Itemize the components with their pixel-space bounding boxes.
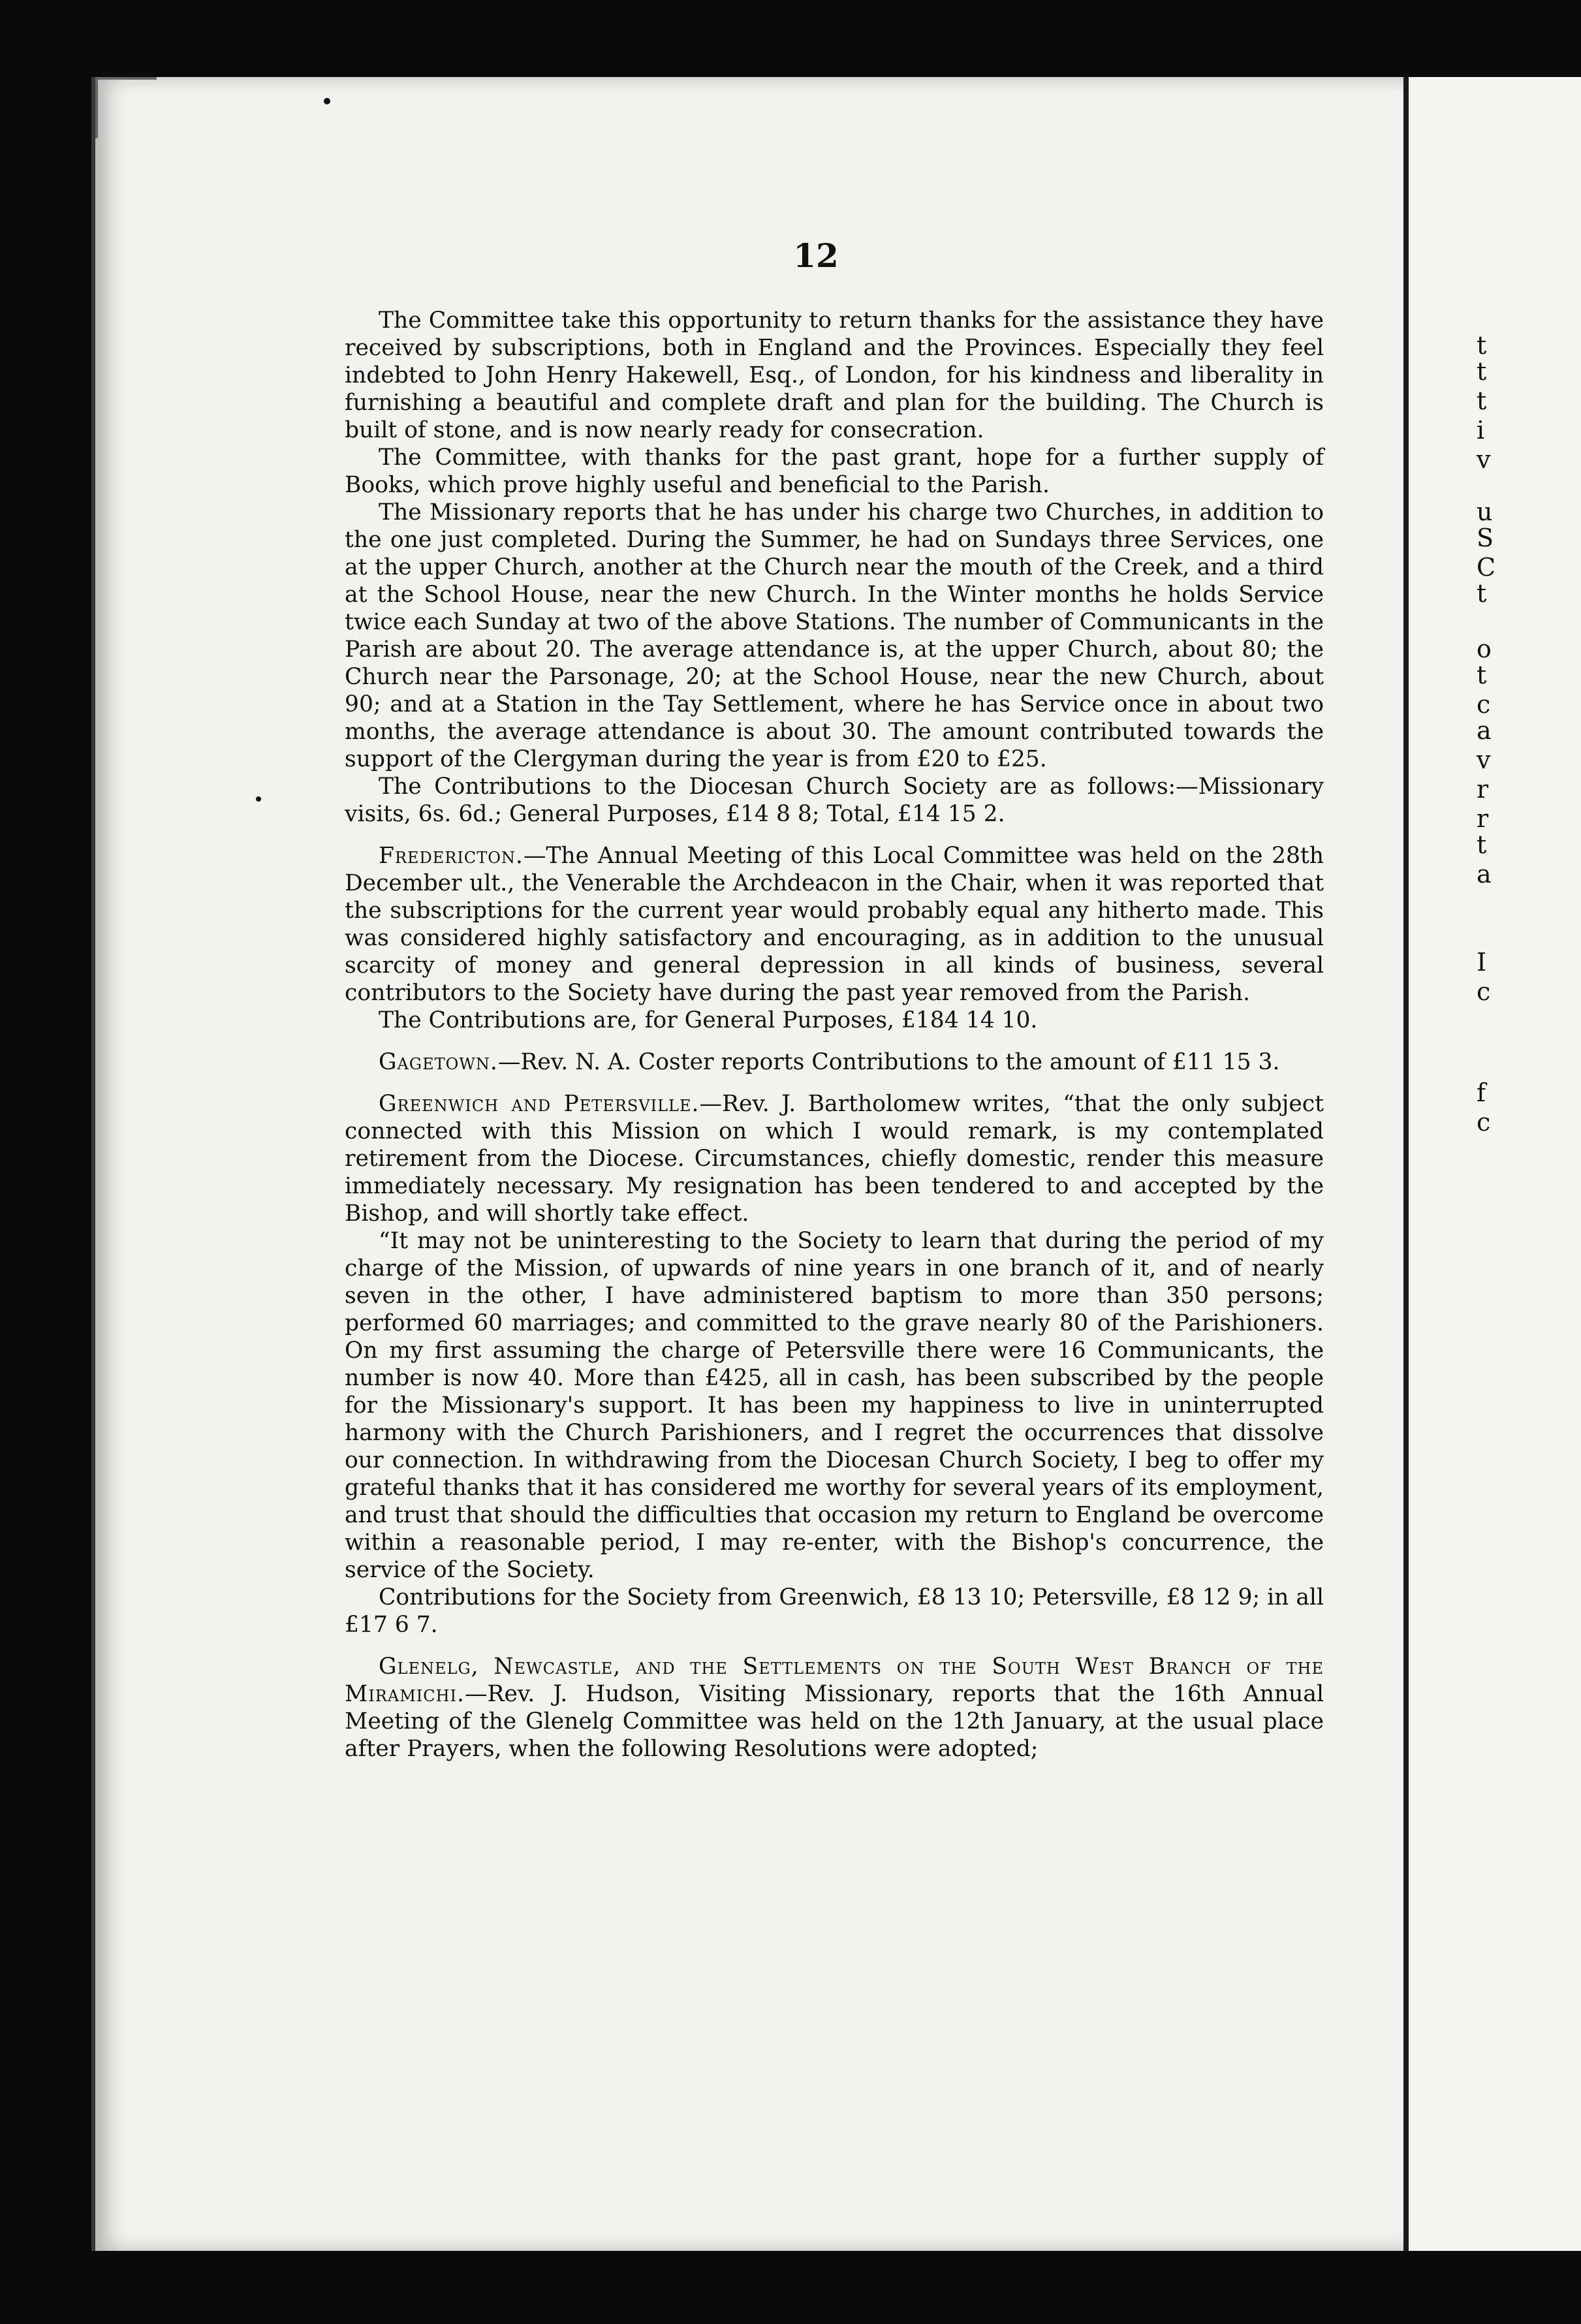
- facing-page-letter: a: [1477, 860, 1492, 888]
- facing-page-letter: t: [1477, 661, 1487, 689]
- page-body: [345, 307, 1324, 1763]
- paragraph-glenelg: Glenelg, Newcastle, and the Settlements on the South West Branch of the Miramichi.—Rev. J. Hudson, Visiting Missionary, reports that the 16th Annual Meeting of the Glenelg Committee was held on the 12th January, at the usual place after Prayers, when the following Resolutions were adopted;: [345, 1654, 1324, 1762]
- facing-page-letter: C: [1477, 553, 1496, 582]
- facing-page-letter: t: [1477, 386, 1487, 415]
- paragraph-books: The Committee, with thanks for the past grant, hope for a further supply of Books, which prove highly useful and beneficial to the Parish.: [345, 445, 1324, 498]
- heading-fredericton: Fredericton.: [379, 843, 524, 869]
- facing-page-letter: t: [1477, 331, 1487, 360]
- facing-page-letter: r: [1477, 804, 1489, 833]
- paragraph-greenwich-letter: “It may not be uninteresting to the Society to learn that during the period of my charge of the Mission, of upwards of nine years in one branch of it, and of nearly seven in the other, I have administered baptism to more than 350 persons; performed 60 marriages; and committed to the grave nearly 80 of the Parishioners. On my first assuming the charge of Petersville there were 16 Communicants, the number is now 40. More than £425, all in cash, has been subscribed by the people for the Missionary's support. It has been my happiness to live in uninterrupted harmony with the Church Parishioners, and I regret the occurrences that dissolve our connection. In withdrawing from the Diocesan Church Society, I beg to offer my grateful thanks that it has considered me worthy for several years of its employment, and trust that should the difficulties that occasion my return to England be overcome within a reasonable period, I may re-enter, with the Bishop's concurrence, the service of the Society.: [345, 1228, 1324, 1583]
- facing-page-letter: i: [1477, 416, 1485, 445]
- speck: [324, 98, 330, 104]
- facing-page-letter: v: [1477, 746, 1491, 774]
- facing-page-letter: c: [1477, 690, 1491, 719]
- facing-page-letter: I: [1477, 948, 1487, 977]
- facing-page-letter: v: [1477, 445, 1491, 474]
- facing-page-letter: t: [1477, 579, 1487, 608]
- facing-page-letter: c: [1477, 1108, 1491, 1137]
- facing-page-letter: o: [1477, 635, 1492, 663]
- heading-greenwich: Greenwich and Petersville.: [379, 1091, 700, 1117]
- facing-page-letter: t: [1477, 357, 1487, 386]
- paragraph-thanks: The Committee take this opportunity to return thanks for the assistance they have received by subscriptions, both in England and the Provinces. Especially they feel indebted to John Henry Hakewell, Esq., of London, for his kindness and liberality in furnishing a beautiful and complete draft and plan for the building. The Church is built of stone, and is now nearly ready for consecration.: [345, 307, 1324, 443]
- facing-page-letter: f: [1477, 1078, 1486, 1107]
- facing-page-edge: [1403, 77, 1581, 2251]
- paragraph-gagetown: Gagetown.—Rev. N. A. Coster reports Contributions to the amount of £11 15 3.: [379, 1049, 1280, 1075]
- facing-page-letter: r: [1477, 775, 1489, 804]
- paragraph-missionary-report: The Missionary reports that he has under his charge two Churches, in addition to the one just completed. During the Summer, he had on Sundays three Services, one at the upper Church, another at the Church near the mouth of the Creek, and a third at the School House, near the new Church. In the Winter months he holds Service twice each Sunday at two of the above Stations. The number of Communicants in the Parish are about 20. The average attendance is, at the upper Church, about 80; the Church near the Parsonage, 20; at the School House, near the new Church, about 90; and at a Station in the Tay Settlement, where he has Service once in about two months, the average attendance is about 30. The amount contributed towards the support of the Clergyman during the year is from £20 to £25.: [345, 499, 1324, 772]
- facing-page-letter: u: [1477, 497, 1493, 526]
- paragraph-contributions: The Contributions to the Diocesan Church Society are as follows:—Missionary visits, 6s. 6d.; General Purposes, £14 8 8; Total, £14 15 2.: [345, 774, 1324, 827]
- paragraph-fredericton: Fredericton.—The Annual Meeting of this Local Committee was held on the 28th December ult., the Venerable the Archdeacon in the Chair, when it was reported that the subscriptions for the current year would probably equal any hitherto made. This was considered highly satisfactory and encouraging, as in addition to the unusual scarcity of money and general depression in all kinds of business, several contributors to the Society have during the past year removed from the Parish.: [345, 843, 1324, 1006]
- facing-page-letter: c: [1477, 977, 1491, 1006]
- heading-glenelg: Glenelg, Newcastle, and the Settlements on the South West Branch of the Miramichi.: [345, 1654, 1324, 1707]
- facing-page-letter: S: [1477, 524, 1494, 552]
- paragraph-greenwich-contributions: Contributions for the Society from Greenwich, £8 13 10; Petersville, £8 12 9; in all £17 6 7.: [345, 1584, 1324, 1638]
- heading-gagetown: Gagetown.: [379, 1049, 498, 1075]
- facing-page-letter: a: [1477, 716, 1492, 745]
- page-corner-fold: [95, 77, 157, 138]
- facing-page-letter: t: [1477, 830, 1487, 859]
- paragraph-greenwich: Greenwich and Petersville.—Rev. J. Bartholomew writes, “that the only subject connected with this Mission on which I would remark, is my contemplated retirement from the Diocese. Circumstances, chiefly domestic, render this measure immediately necessary. My resignation has been tendered to and accepted by the Bishop, and will shortly take effect.: [345, 1091, 1324, 1227]
- page-number: 12: [793, 236, 839, 275]
- paragraph-fredericton-contributions: The Contributions are, for General Purposes, £184 14 10.: [379, 1007, 1038, 1033]
- speck: [256, 796, 261, 802]
